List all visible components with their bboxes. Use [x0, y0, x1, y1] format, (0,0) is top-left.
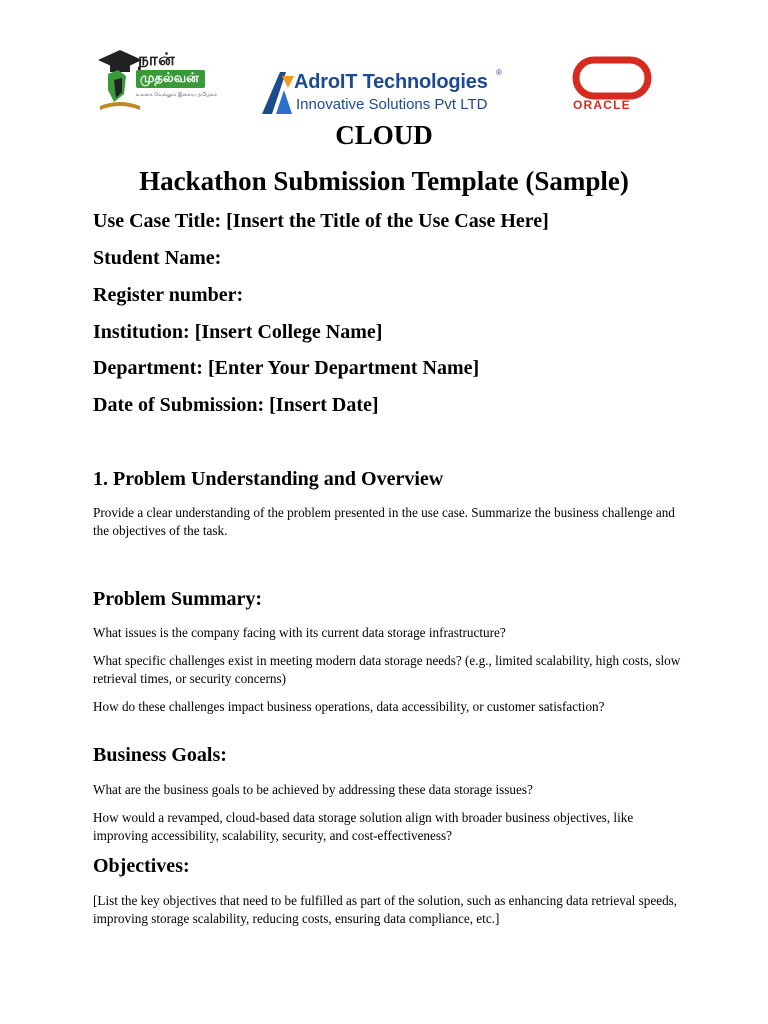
- business-goals-heading: Business Goals:: [93, 744, 227, 766]
- adroit-logo: [262, 68, 512, 118]
- naan-mudhalvan-logo: [96, 44, 228, 118]
- page-subtitle: Hackathon Submission Template (Sample): [139, 166, 629, 196]
- field-student-name: Student Name:: [93, 247, 222, 269]
- business-goals-q1: What are the business goals to be achieved by addressing these data storage issues?: [93, 782, 533, 797]
- problem-summary-q1: What issues is the company facing with its current data storage infrastructure?: [93, 625, 506, 640]
- page-title: CLOUD: [335, 120, 433, 150]
- logo-bar: [0, 40, 768, 120]
- adroit-registered: ®: [496, 68, 502, 77]
- objectives-text: [List the key objectives that need to be fulfilled as part of the solution, such as enhancing data retrieval speeds, improving storage scalability, reducing costs, ensuring data compliance, etc.]: [93, 893, 678, 926]
- field-use-case-title: Use Case Title: [Insert the Title of the Use Case Here]: [93, 210, 549, 232]
- oracle-ring-icon: [572, 56, 654, 100]
- oracle-logo: [572, 56, 654, 116]
- naan-line2: முதல்வன்: [136, 70, 205, 88]
- naan-line1: நான்: [138, 50, 176, 70]
- section1-heading: 1. Problem Understanding and Overview: [93, 468, 444, 490]
- adroit-subtitle: Innovative Solutions Pvt LTD: [296, 96, 488, 113]
- naan-tagline: உலகை வெல்லும் இளைய தமிழகம்: [136, 92, 218, 98]
- problem-summary-heading: Problem Summary:: [93, 588, 263, 610]
- business-goals-q2: How would a revamped, cloud-based data storage solution align with broader business objectives, like improving accessibility, scalability, security, and cost-effectiveness?: [93, 810, 634, 843]
- objectives-heading: Objectives:: [93, 855, 190, 877]
- problem-summary-q3: How do these challenges impact business operations, data accessibility, or customer satisfaction?: [93, 699, 605, 714]
- problem-summary-q2: What specific challenges exist in meeting modern data storage needs? (e.g., limited scalability, high costs, slow retrieval times, or security concerns): [93, 653, 681, 686]
- adroit-mark-icon: [262, 68, 296, 116]
- field-date-of-submission: Date of Submission: [Insert Date]: [93, 394, 379, 416]
- field-register-number: Register number:: [93, 284, 244, 306]
- field-institution: Institution: [Insert College Name]: [93, 321, 383, 343]
- section1-intro: Provide a clear understanding of the problem presented in the use case. Summarize the business challenge and the objectives of the task.: [93, 505, 675, 538]
- field-department: Department: [Enter Your Department Name]: [93, 357, 480, 379]
- oracle-name: ORACLE: [573, 98, 631, 112]
- adroit-name: AdroIT Technologies: [294, 71, 488, 93]
